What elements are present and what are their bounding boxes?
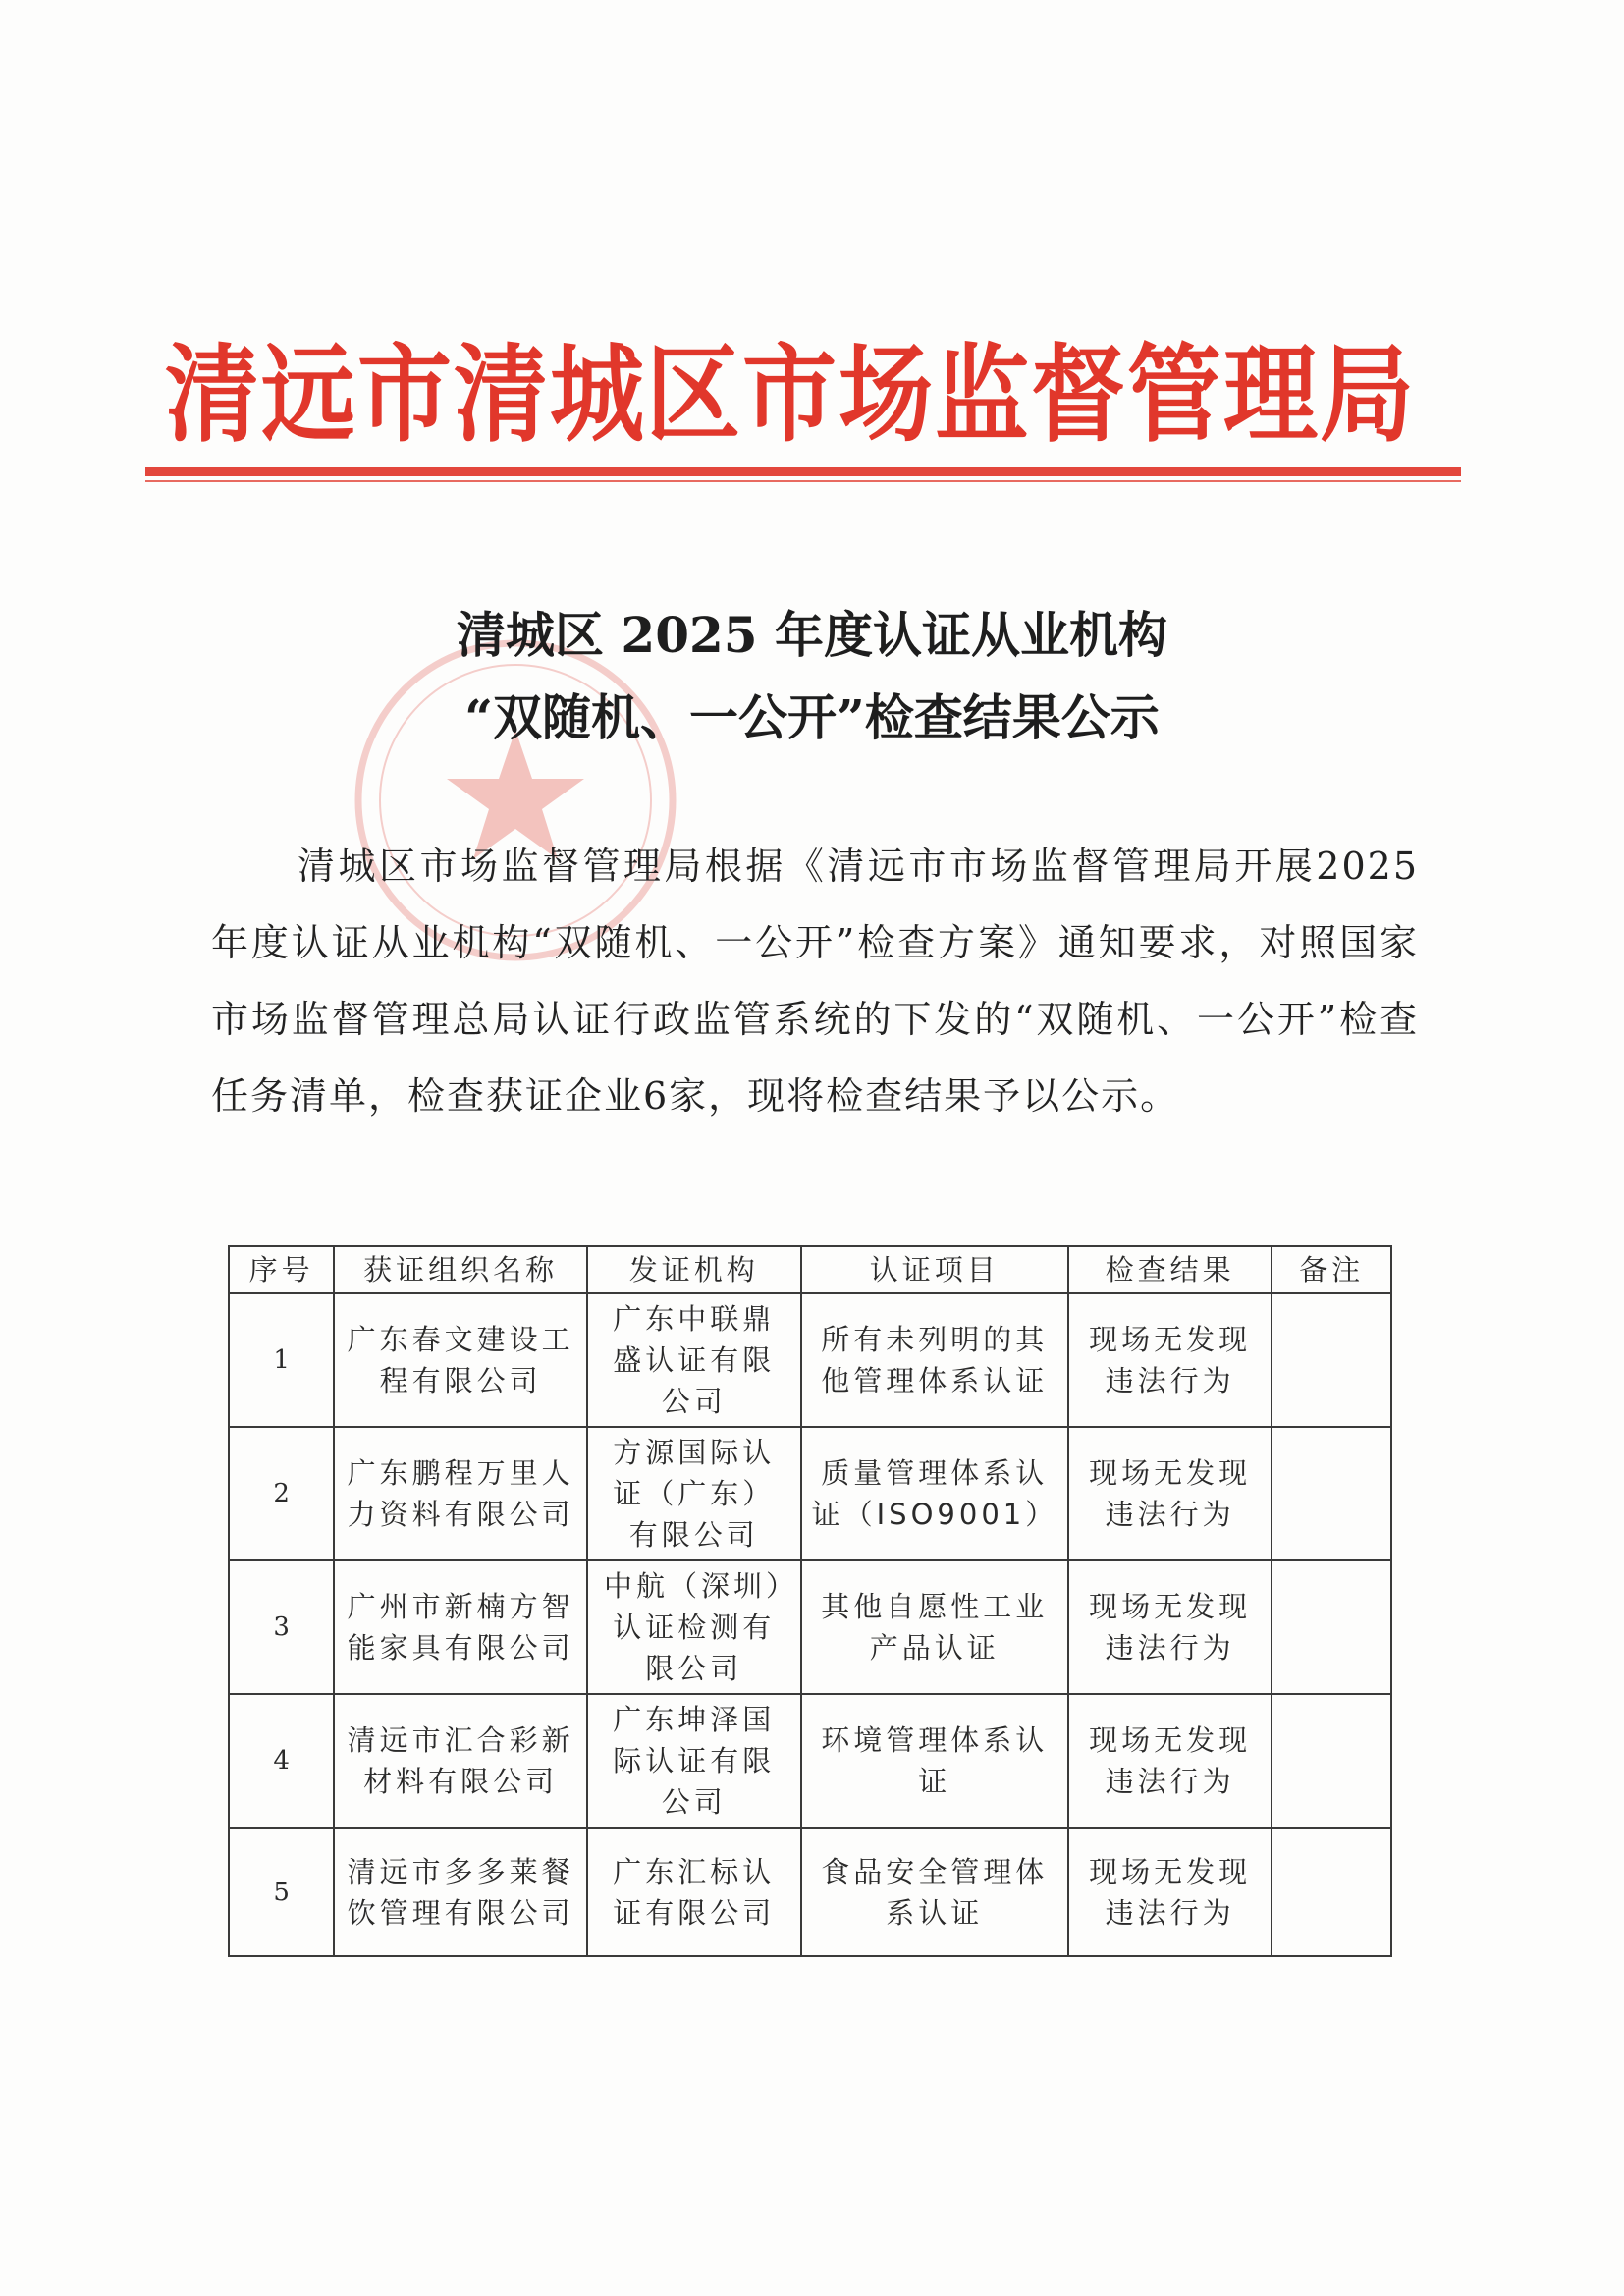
cell-org-name: 清远市多多莱餐饮管理有限公司: [334, 1828, 587, 1956]
red-divider-line: [145, 467, 1461, 476]
cell-seq: 2: [229, 1427, 334, 1560]
cell-seq: 5: [229, 1828, 334, 1956]
table-row: [229, 1293, 1391, 1427]
cell-result: 现场无发现违法行为: [1068, 1694, 1272, 1828]
body-paragraph: 清城区市场监督管理局根据《清远市市场监督管理局开展2025年度认证从业机构“双随机、一公开”检查方案》通知要求，对照国家市场监督管理总局认证行政监管系统的下发的“双随机、一公开”检查任务清单，检查获证企业6家，现将检查结果予以公示。: [211, 845, 1419, 1118]
cell-result: 现场无发现违法行为: [1068, 1427, 1272, 1560]
header-org-name: 获证组织名称: [334, 1246, 587, 1293]
cell-note: [1272, 1828, 1391, 1956]
document-title-line-2: “双随机、一公开”检查结果公示: [464, 688, 1160, 746]
table-row: [229, 1427, 1391, 1560]
document-title: [236, 594, 1388, 759]
cell-org-name: 清远市汇合彩新材料有限公司: [334, 1694, 587, 1828]
cell-cert-item: 质量管理体系认证（ISO9001）: [801, 1427, 1068, 1560]
table-header-row: [229, 1246, 1391, 1293]
table-row: [229, 1694, 1391, 1828]
cell-org-name: 广东鹏程万里人力资料有限公司: [334, 1427, 587, 1560]
cell-note: [1272, 1560, 1391, 1694]
cell-result: 现场无发现违法行为: [1068, 1828, 1272, 1956]
cell-cert-item: 环境管理体系认证: [801, 1694, 1068, 1828]
cell-org-name: 广东春文建设工程有限公司: [334, 1293, 587, 1427]
header-result: 检查结果: [1068, 1246, 1272, 1293]
cell-cert-item: 其他自愿性工业产品认证: [801, 1560, 1068, 1694]
agency-masthead: 清远市清城区市场监督管理局: [165, 332, 1416, 457]
inspection-results-table: [228, 1245, 1392, 1957]
cell-seq: 4: [229, 1694, 334, 1828]
cell-issuer: 广东中联鼎盛认证有限公司: [587, 1293, 801, 1427]
table-row: [229, 1828, 1391, 1956]
red-divider-thin-line: [145, 480, 1461, 482]
cell-org-name: 广州市新楠方智能家具有限公司: [334, 1560, 587, 1694]
cell-issuer: 中航（深圳）认证检测有限公司: [587, 1560, 801, 1694]
cell-cert-item: 食品安全管理体系认证: [801, 1828, 1068, 1956]
table-row: [229, 1560, 1391, 1694]
cell-result: 现场无发现违法行为: [1068, 1293, 1272, 1427]
cell-note: [1272, 1293, 1391, 1427]
cell-note: [1272, 1694, 1391, 1828]
cell-issuer: 方源国际认证（广东）有限公司: [587, 1427, 801, 1560]
header-seq: 序号: [229, 1246, 334, 1293]
header-cert-item: 认证项目: [801, 1246, 1068, 1293]
header-issuer: 发证机构: [587, 1246, 801, 1293]
cell-note: [1272, 1427, 1391, 1560]
cell-issuer: 广东汇标认证有限公司: [587, 1828, 801, 1956]
cell-seq: 1: [229, 1293, 334, 1427]
cell-issuer: 广东坤泽国际认证有限公司: [587, 1694, 801, 1828]
cell-cert-item: 所有未列明的其他管理体系认证: [801, 1293, 1068, 1427]
cell-seq: 3: [229, 1560, 334, 1694]
document-title-line-1: 清城区 2025 年度认证从业机构: [457, 606, 1167, 664]
cell-result: 现场无发现违法行为: [1068, 1560, 1272, 1694]
header-note: 备注: [1272, 1246, 1391, 1293]
